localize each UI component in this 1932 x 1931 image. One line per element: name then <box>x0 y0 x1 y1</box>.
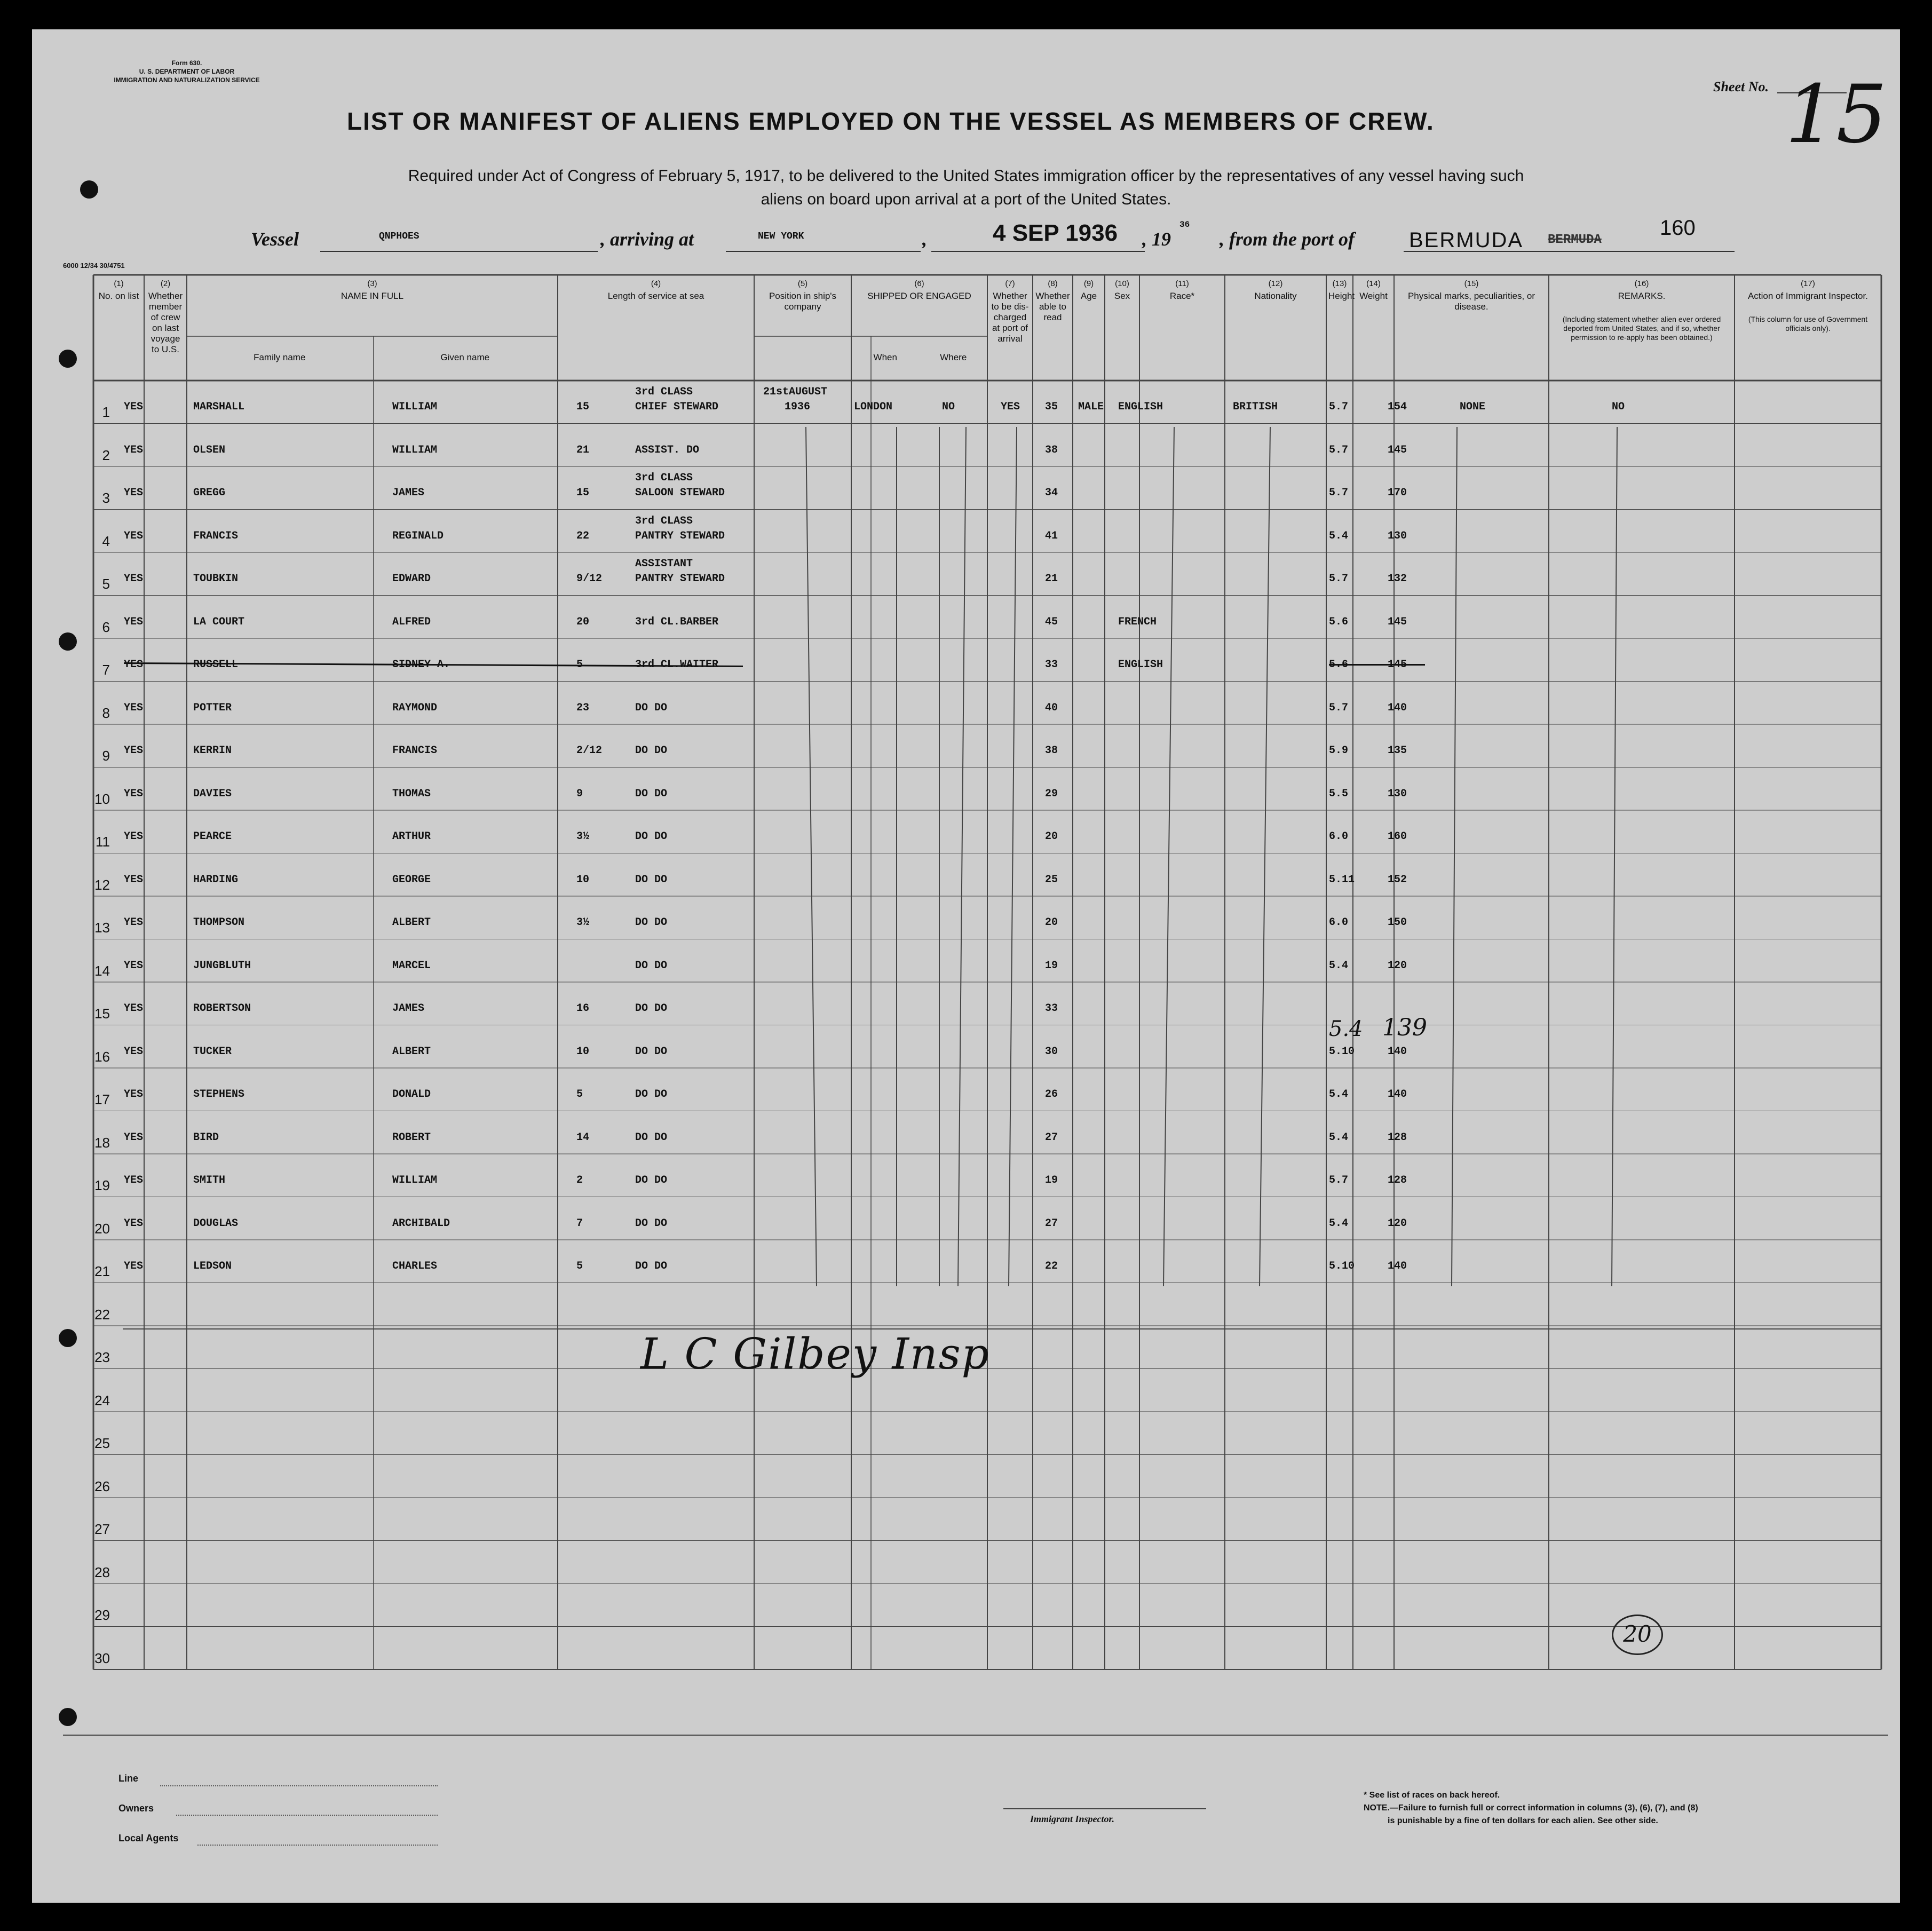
cell-prev: YES <box>124 487 144 499</box>
cell-position: DO DO <box>635 1131 668 1144</box>
column-header: Race* <box>1169 291 1195 301</box>
cell-service: 9/12 <box>576 573 603 585</box>
cell-weight: 135 <box>1388 745 1407 757</box>
cell-family: DAVIES <box>193 787 232 800</box>
cell-family: PEARCE <box>193 830 232 843</box>
cell-given: WILLIAM <box>392 444 438 456</box>
row-number: 19 <box>94 1177 110 1193</box>
column-header: Position in ship's company <box>769 291 837 312</box>
cell-position: PANTRY STEWARD <box>635 573 725 585</box>
cell-family: ROBERTSON <box>193 1002 251 1015</box>
cell-weight: 170 <box>1388 487 1407 499</box>
cell-position: DO DO <box>635 959 668 972</box>
cell-weight: 130 <box>1388 529 1407 542</box>
cell-given: SIDNEY A. <box>392 659 450 671</box>
cell-given: ALBERT <box>392 916 431 929</box>
cell-service: 5 <box>576 659 583 671</box>
cell-service: 7 <box>576 1217 583 1230</box>
cell-service: 21 <box>576 444 590 456</box>
cell-position: DO DO <box>635 1174 668 1186</box>
column-number: (13) <box>1332 279 1347 288</box>
sheet-number-label: Sheet No. <box>1713 79 1769 94</box>
row-number: 13 <box>94 920 110 936</box>
cell-position: SALOON STEWARD <box>635 487 725 499</box>
row-number: 12 <box>94 876 110 893</box>
cell-position: DO DO <box>635 1217 668 1230</box>
cell-position: 3rd CL.WAITER <box>635 659 719 671</box>
cell-age: 19 <box>1045 959 1058 972</box>
cell-height: 5.7 <box>1329 401 1349 413</box>
cell-height: 5.4 <box>1329 1131 1349 1144</box>
cell-prev: YES <box>124 444 144 456</box>
cell-height: 6.0 <box>1329 916 1349 929</box>
cell-age: 33 <box>1045 659 1058 671</box>
cell-service: 3½ <box>576 916 590 929</box>
cell-family: GREGG <box>193 487 226 499</box>
cell-position: CHIEF STEWARD <box>635 401 719 413</box>
row-number: 17 <box>94 1091 110 1107</box>
cell-service: 9 <box>576 787 583 800</box>
cell-prev: YES <box>124 1002 144 1015</box>
cell-prev: YES <box>124 1260 144 1272</box>
owners-label: Owners <box>118 1803 154 1814</box>
row-number: 25 <box>94 1435 110 1451</box>
cell-height: 5.10 <box>1329 1045 1355 1058</box>
cell-given: EDWARD <box>392 573 431 585</box>
vessel-label: Vessel <box>251 228 299 250</box>
circled-count: 20 <box>1612 1615 1663 1655</box>
column-number: (9) <box>1083 279 1094 288</box>
cell-weight: 128 <box>1388 1174 1407 1186</box>
column-number: (8) <box>1048 279 1058 288</box>
cell-height: 5.6 <box>1329 659 1349 671</box>
cell-given: GEORGE <box>392 873 431 886</box>
column-header: Whether able to read <box>1035 291 1070 322</box>
cell-service: 15 <box>576 401 590 413</box>
row-number: 11 <box>96 834 110 850</box>
column-number: (2) <box>160 279 171 288</box>
cell-prev: YES <box>124 1045 144 1058</box>
cell-weight: 140 <box>1388 1045 1407 1058</box>
cell-remarks: NO <box>1612 401 1625 413</box>
row-number: 16 <box>94 1048 110 1065</box>
cell-position: 3rd CLASS <box>635 386 693 398</box>
row-number: 24 <box>94 1392 110 1408</box>
cell-position: DO DO <box>635 1088 668 1101</box>
cell-family: KERRIN <box>193 745 232 757</box>
race-note: * See list of races on back hereof. <box>1364 1791 1500 1800</box>
cell-prev: YES <box>124 1217 144 1230</box>
column-subheader: When <box>873 352 897 362</box>
cell-age: 26 <box>1045 1088 1058 1101</box>
arriving-port: NEW YORK <box>758 231 804 242</box>
cell-family: RUSSELL <box>193 659 239 671</box>
cell-discharge: NO <box>942 401 955 413</box>
cell-family: HARDING <box>193 873 239 886</box>
column-header: Age <box>1080 291 1097 301</box>
cell-age: 38 <box>1045 745 1058 757</box>
cell-given: WILLIAM <box>392 1174 438 1186</box>
column-header: Whether member of crew on last voyage to U.S. <box>148 291 183 354</box>
cell-height: 5.10 <box>1329 1260 1355 1272</box>
row-number: 4 <box>102 533 110 549</box>
cell-sex: MALE <box>1078 401 1104 413</box>
cell-weight: 128 <box>1388 1131 1407 1144</box>
footer-rule <box>63 1735 1888 1736</box>
cell-given: JAMES <box>392 487 425 499</box>
cell-position: DO DO <box>635 916 668 929</box>
cell-nationality: BRITISH <box>1233 401 1278 413</box>
cell-given: THOMAS <box>392 787 431 800</box>
cell-service: 10 <box>576 1045 590 1058</box>
cell-height: 6.0 <box>1329 830 1349 843</box>
row-number: 2 <box>102 447 110 463</box>
column-number: (15) <box>1464 279 1479 288</box>
cell-height: 5.4 <box>1329 529 1349 542</box>
cell-family: JUNGBLUTH <box>193 959 251 972</box>
cell-age: 29 <box>1045 787 1058 800</box>
cell-age: 27 <box>1045 1217 1058 1230</box>
service-name: IMMIGRATION AND NATURALIZATION SERVICE <box>114 76 260 84</box>
cell-age: 20 <box>1045 916 1058 929</box>
page-title: LIST OR MANIFEST OF ALIENS EMPLOYED ON THE VESSEL AS MEMBERS OF CREW. <box>347 107 1435 135</box>
row-number: 10 <box>94 790 110 807</box>
column-number: (11) <box>1175 279 1189 288</box>
cell-prev: YES <box>124 873 144 886</box>
column-header: Action of Immigrant Inspector. <box>1748 291 1868 301</box>
cell-prev: YES <box>124 1174 144 1186</box>
cell-position: ASSISTANT <box>635 558 693 570</box>
cell-age: 34 <box>1045 487 1058 499</box>
form-number: Form 630. <box>171 59 202 67</box>
cell-weight: 120 <box>1388 959 1407 972</box>
row-number: 15 <box>94 1006 110 1022</box>
row-number: 9 <box>102 748 110 764</box>
cell-given: FRANCIS <box>392 745 438 757</box>
cell-service: 2/12 <box>576 745 603 757</box>
column-header: NAME IN FULL <box>341 291 404 301</box>
column-number: (3) <box>367 279 377 288</box>
inspector-rule <box>1003 1808 1206 1809</box>
cell-weight: 145 <box>1388 659 1407 671</box>
cell-age: 38 <box>1045 444 1058 456</box>
row-number: 27 <box>94 1521 110 1537</box>
row-number: 5 <box>102 576 110 592</box>
cell-weight: 140 <box>1388 1260 1407 1272</box>
cell-position: DO DO <box>635 745 668 757</box>
column-header: Physical marks, peculiarities, or disease. <box>1407 291 1535 312</box>
cell-prev: YES <box>124 830 144 843</box>
column-header: Sex <box>1114 291 1130 301</box>
vessel-name: QNPHOES <box>379 231 419 242</box>
row-number: 23 <box>94 1349 110 1365</box>
cell-weight: 145 <box>1388 444 1407 456</box>
cell-service: 15 <box>576 487 590 499</box>
cell-service: 10 <box>576 873 590 886</box>
cell-family: TOUBKIN <box>193 573 239 585</box>
cell-weight: 132 <box>1388 573 1407 585</box>
sheet-number-handwritten: 15 <box>1785 68 1887 161</box>
inspector-label: Immigrant Inspector. <box>1030 1814 1115 1824</box>
from-port-label: , from the port of <box>1220 228 1355 250</box>
cell-prev: YES <box>124 959 144 972</box>
row-number: 29 <box>94 1607 110 1623</box>
cell-where: LONDON <box>854 401 893 413</box>
column-subheader: Family name <box>254 352 306 362</box>
cell-position: DO DO <box>635 830 668 843</box>
column-number: (16) <box>1634 279 1649 288</box>
strike-line <box>1329 664 1425 666</box>
cell-height: 5.7 <box>1329 444 1349 456</box>
handwritten-weight: 139 <box>1382 1014 1427 1041</box>
subtitle-line-1: Required under Act of Congress of February 5, 1917, to be delivered to the United States immigration officer by the representatives of any vessel having such <box>408 167 1524 185</box>
comma: , <box>922 228 927 250</box>
row-number: 26 <box>94 1478 110 1494</box>
cell-age: 20 <box>1045 830 1058 843</box>
cell-family: LEDSON <box>193 1260 232 1272</box>
cell-given: ALFRED <box>392 615 431 628</box>
cell-weight: 150 <box>1388 916 1407 929</box>
cell-age: 41 <box>1045 529 1058 542</box>
column-subheader: (Including statement whether alien ever ordered deported from United States, and if so, whether permission to re-apply has been obtained.) <box>1562 315 1721 342</box>
cell-position: PANTRY STEWARD <box>635 529 725 542</box>
row-number: 6 <box>102 619 110 635</box>
column-header: REMARKS. <box>1618 291 1666 301</box>
cell-family: SMITH <box>193 1174 226 1186</box>
cell-height: 5.6 <box>1329 615 1349 628</box>
cell-age: 45 <box>1045 615 1058 628</box>
cell-given: WILLIAM <box>392 401 438 413</box>
row-number: 7 <box>102 662 110 678</box>
column-number: (12) <box>1268 279 1283 288</box>
cell-height: 5.4 <box>1329 1217 1349 1230</box>
cell-family: DOUGLAS <box>193 1217 239 1230</box>
cell-prev: YES <box>124 529 144 542</box>
column-header: Nationality <box>1254 291 1297 301</box>
cell-height: 5.4 <box>1329 1088 1349 1101</box>
cell-given: ROBERT <box>392 1131 431 1144</box>
cell-weight: 140 <box>1388 1088 1407 1101</box>
cell-position: ASSIST. DO <box>635 444 700 456</box>
cell-prev: YES <box>124 1131 144 1144</box>
column-number: (14) <box>1366 279 1381 288</box>
cell-height: 5.7 <box>1329 487 1349 499</box>
cell-age: 21 <box>1045 573 1058 585</box>
cell-prev: YES <box>124 1088 144 1101</box>
cell-service: 2 <box>576 1174 583 1186</box>
cell-given: RAYMOND <box>392 701 438 714</box>
cell-prev: YES <box>124 787 144 800</box>
cell-age: 40 <box>1045 701 1058 714</box>
cell-race: ENGLISH <box>1118 401 1163 413</box>
cell-height: 5.4 <box>1329 959 1349 972</box>
cell-age: 35 <box>1045 401 1058 413</box>
cell-prev: YES <box>124 401 144 413</box>
cell-weight: 130 <box>1388 787 1407 800</box>
line-label: Line <box>118 1773 139 1784</box>
cell-position: 3rd CL.BARBER <box>635 615 719 628</box>
cell-family: POTTER <box>193 701 232 714</box>
cell-height: 5.5 <box>1329 787 1349 800</box>
cell-weight: 152 <box>1388 873 1407 886</box>
column-number: (10) <box>1115 279 1129 288</box>
column-number: (17) <box>1801 279 1815 288</box>
cell-prev: YES <box>124 615 144 628</box>
row-number: 18 <box>94 1134 110 1151</box>
cell-service: 23 <box>576 701 590 714</box>
local-agents-label: Local Agents <box>118 1833 179 1843</box>
cell-weight: 154 <box>1388 401 1407 413</box>
column-subheader: Given name <box>440 352 490 362</box>
cell-height: 5.11 <box>1329 873 1355 886</box>
cell-weight: 145 <box>1388 615 1407 628</box>
year-typed: 36 <box>1179 220 1190 229</box>
cell-age: 27 <box>1045 1131 1058 1144</box>
cell-weight: 140 <box>1388 701 1407 714</box>
agents-rule <box>197 1845 438 1846</box>
cell-given: ARCHIBALD <box>392 1217 450 1230</box>
cell-family: FRANCIS <box>193 529 239 542</box>
print-code: 6000 12/34 30/4751 <box>63 262 125 270</box>
department-name: U. S. DEPARTMENT OF LABOR <box>139 68 235 75</box>
cell-position: DO DO <box>635 1002 668 1015</box>
cell-age: 33 <box>1045 1002 1058 1015</box>
row-number: 3 <box>102 490 110 506</box>
cell-height: 5.9 <box>1329 745 1349 757</box>
cell-position: 3rd CLASS <box>635 472 693 484</box>
column-header: Length of service at sea <box>607 291 704 301</box>
from-port: BERMUDA <box>1409 228 1524 252</box>
cell-family: STEPHENS <box>193 1088 245 1101</box>
cell-service: 20 <box>576 615 590 628</box>
cell-when: 1936 <box>785 401 811 413</box>
cell-position: DO DO <box>635 1045 668 1058</box>
cell-prev: YES <box>124 573 144 585</box>
row-number: 1 <box>102 404 110 420</box>
cell-family: TUCKER <box>193 1045 232 1058</box>
cell-race: FRENCH <box>1118 615 1157 628</box>
column-number: (7) <box>1005 279 1015 288</box>
cell-height: 5.7 <box>1329 701 1349 714</box>
struck-port: BERMUDA <box>1548 233 1602 247</box>
row-number: 20 <box>94 1220 110 1237</box>
cell-service: 22 <box>576 529 590 542</box>
owners-rule <box>176 1815 438 1816</box>
column-header: Height <box>1328 291 1355 301</box>
cell-prev: YES <box>124 659 144 671</box>
column-header: Weight <box>1359 291 1388 301</box>
penalty-note-2: is punishable by a fine of ten dollars for each alien. See other side. <box>1388 1816 1658 1825</box>
cell-given: ARTHUR <box>392 830 431 843</box>
cell-family: BIRD <box>193 1131 219 1144</box>
cell-height: 5.7 <box>1329 1174 1349 1186</box>
penalty-note-1: NOTE.—Failure to furnish full or correct information in columns (3), (6), (7), and (8) <box>1364 1803 1698 1813</box>
cell-weight: 160 <box>1388 830 1407 843</box>
cell-read: YES <box>1001 401 1020 413</box>
cell-position: DO DO <box>635 1260 668 1272</box>
cell-given: JAMES <box>392 1002 425 1015</box>
year-prefix: , 19 <box>1142 228 1171 250</box>
cell-marks: NONE <box>1460 401 1486 413</box>
cell-service: 5 <box>576 1260 583 1272</box>
cell-when: 21stAUGUST <box>763 386 828 398</box>
cell-age: 19 <box>1045 1174 1058 1186</box>
cell-weight: 120 <box>1388 1217 1407 1230</box>
cell-age: 30 <box>1045 1045 1058 1058</box>
row-number: 21 <box>94 1263 110 1279</box>
cell-given: CHARLES <box>392 1260 438 1272</box>
column-number: (5) <box>797 279 808 288</box>
cell-position: DO DO <box>635 873 668 886</box>
column-header: No. on list <box>98 291 139 301</box>
cell-given: ALBERT <box>392 1045 431 1058</box>
cell-family: THOMPSON <box>193 916 245 929</box>
cell-prev: YES <box>124 916 144 929</box>
column-subheader: Where <box>940 352 967 362</box>
column-header: Whether to be dis-charged at port of arrival <box>991 291 1029 344</box>
cell-given: MARCEL <box>392 959 431 972</box>
row-number: 30 <box>94 1650 110 1666</box>
cell-age: 25 <box>1045 873 1058 886</box>
row-number: 28 <box>94 1564 110 1580</box>
cell-race: ENGLISH <box>1118 659 1163 671</box>
handwritten-height: 5.4 <box>1329 1017 1363 1041</box>
cell-service: 3½ <box>576 830 590 843</box>
column-subheader: (This column for use of Government officials only). <box>1748 315 1868 333</box>
cell-position: DO DO <box>635 701 668 714</box>
column-header: SHIPPED OR ENGAGED <box>867 291 971 301</box>
column-number: (6) <box>914 279 924 288</box>
row-number: 8 <box>102 705 110 721</box>
inspector-signature: L C Gilbey Insp <box>640 1329 990 1379</box>
cell-service: 16 <box>576 1002 590 1015</box>
cell-service: 14 <box>576 1131 590 1144</box>
line-rule <box>160 1785 438 1786</box>
arriving-label: , arriving at <box>600 228 694 250</box>
cell-given: REGINALD <box>392 529 444 542</box>
cell-height: 5.7 <box>1329 573 1349 585</box>
cell-position: 3rd CLASS <box>635 515 693 527</box>
cell-prev: YES <box>124 745 144 757</box>
cell-prev: YES <box>124 701 144 714</box>
column-number: (4) <box>651 279 661 288</box>
subtitle-line-2: aliens on board upon arrival at a port of the United States. <box>761 191 1171 208</box>
stamp-number: 160 <box>1660 216 1696 240</box>
cell-family: LA COURT <box>193 615 245 628</box>
cell-position: DO DO <box>635 787 668 800</box>
cell-given: DONALD <box>392 1088 431 1101</box>
date-stamp: 4 SEP 1936 <box>993 220 1118 246</box>
column-number: (1) <box>114 279 124 288</box>
cell-family: OLSEN <box>193 444 226 456</box>
cell-age: 22 <box>1045 1260 1058 1272</box>
cell-family: MARSHALL <box>193 401 245 413</box>
row-number: 14 <box>94 962 110 979</box>
row-number: 22 <box>94 1306 110 1323</box>
cell-service: 5 <box>576 1088 583 1101</box>
